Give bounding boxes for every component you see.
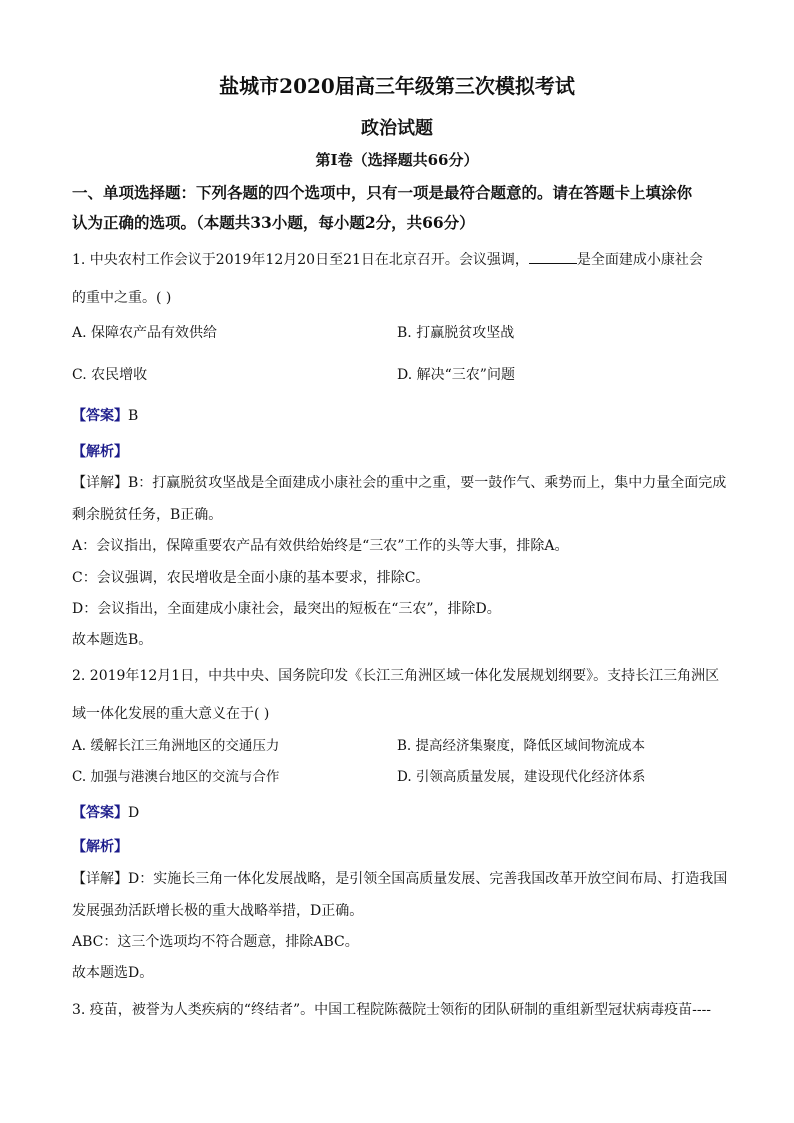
q1-stem-line2: 的重中之重。( ) [72,290,172,306]
q1-answer-label: 【答案】 [72,408,128,424]
q2-stem-line1: 2. 2019年12月1日，中共中央、国务院印发《长江三角洲区域一体化发展规划纲要》。支持长江三角洲区 [72,668,720,684]
q2-detail-label: 【详解】 [72,871,128,887]
q2-option-a: A. 缓解长江三角洲地区的交通压力 [72,738,280,754]
exam-title: 盐城市2020届高三年级第三次模拟考试 [219,74,575,98]
q1-analysis-label [72,441,128,461]
q1-detail-text: B：打赢脱贫攻坚战是全面建成小康社会的重中之重，要一鼓作气、乘势而上，集中力量全面完成 [128,475,727,491]
q2-option-c: C. 加强与港澳台地区的交流与合作 [72,769,280,785]
q2-option-b: B. 提高经济集聚度，降低区域间物流成本 [397,738,646,754]
q2-explain-abc: ABC：这三个选项均不符合题意，排除ABC。 [72,934,359,950]
q1-option-b: B. 打赢脱贫攻坚战 [397,325,515,341]
section-heading-line1: 一、单项选择题：下列各题的四个选项中，只有一项是最符合题意的。请在答题卡上填涂你 [72,183,693,202]
q1-conclusion: 故本题选B。 [72,632,153,648]
part-heading: 第I卷（选择题共66分） [315,151,479,169]
q2-answer-value: D [128,805,140,821]
q2-detail-line2: 发展强劲活跃增长极的重大战略举措，D正确。 [72,903,364,919]
q1-option-a: A. 保障农产品有效供给 [72,325,218,341]
q1-explain-a: A：会议指出，保障重要农产品有效供给始终是“三农”工作的头等大事，排除A。 [72,538,569,554]
q1-option-d: D. 解决“三农”问题 [397,367,515,383]
q2-stem-line2: 域一体化发展的重大意义在于( ) [72,706,270,722]
q3-stem-line1: 3. 疫苗，被誉为人类疾病的“终结者”。中国工程院陈薇院士领衔的团队研制的重组新型冠状病毒疫苗---- [72,1002,712,1018]
q1-option-c: C. 农民增收 [72,367,148,383]
section-heading-line2: 认为正确的选项。（本题共33小题，每小题2分，共66分） [72,213,475,232]
q1-stem-line1 [72,249,703,269]
q1-analysis-label-text: 【解析】 [72,444,128,460]
q1-detail-line1 [72,472,726,492]
q1-detail-label: 【详解】 [72,475,128,491]
exam-subtitle: 政治试题 [361,118,433,139]
q1-explain-d: D：会议指出，全面建成小康社会，最突出的短板在“三农”，排除D。 [72,601,501,617]
q1-stem-after: 是全面建成小康社会 [576,252,703,268]
q2-option-d: D. 引领高质量发展，建设现代化经济体系 [397,769,646,785]
q2-detail-text: D：实施长三角一体化发展战略，是引领全国高质量发展、完善我国改革开放空间布局、打造我国 [128,871,728,887]
q1-stem-before: 1. 中央农村工作会议于2019年12月20日至21日在北京召开。会议强调， [72,252,529,268]
q1-answer [72,405,138,425]
q1-answer-value: B [128,408,139,424]
q2-analysis-label [72,836,128,856]
q2-analysis-label-text: 【解析】 [72,839,128,855]
q2-detail-line1 [72,868,727,888]
q2-conclusion: 故本题选D。 [72,965,154,981]
q1-detail-line2: 剩余脱贫任务，B正确。 [72,507,223,523]
q1-explain-c: C：会议强调，农民增收是全面小康的基本要求，排除C。 [72,570,430,586]
q2-answer [72,802,139,822]
q1-blank [529,249,577,264]
q2-answer-label: 【答案】 [72,805,128,821]
